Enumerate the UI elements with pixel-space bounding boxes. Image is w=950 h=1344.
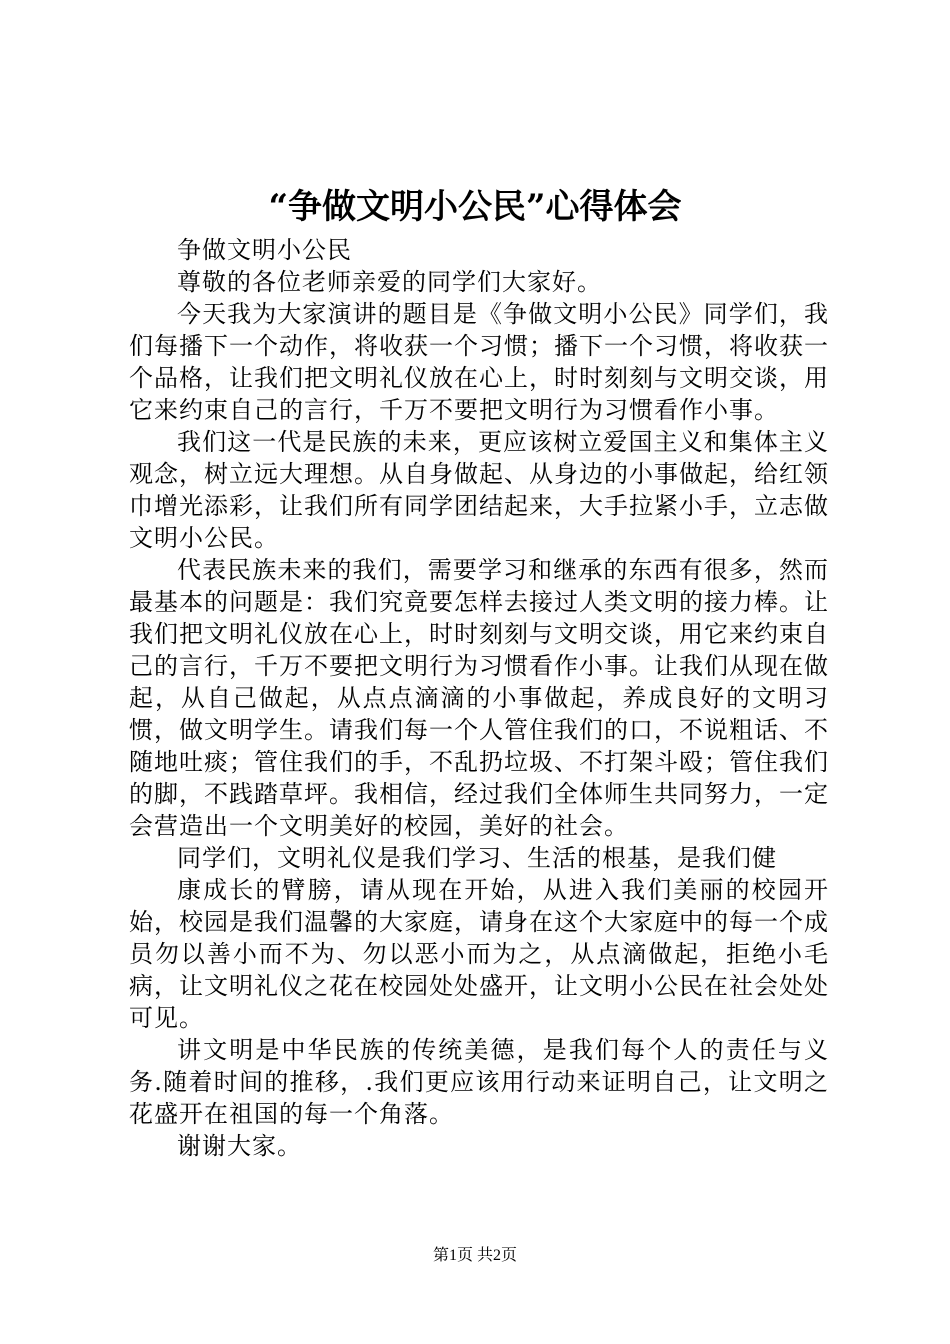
- page-footer: 第1页 共2页: [432, 1247, 517, 1264]
- paragraph-thanks: 谢谢大家。: [177, 1132, 302, 1160]
- document-title: “争做文明小公民”心得体会: [268, 187, 682, 227]
- document-body: [129, 234, 829, 1162]
- paragraph-generation: 我们这一代是民族的未来，更应该树立爱国主义和集体主义观念，树立远大理想。从自身做起、从身边的小事做起，给红领巾增光添彩，让我们所有同学团结起来，大手拉紧小手，立志做文明小公民。: [129, 428, 829, 552]
- paragraph-future: 代表民族未来的我们，需要学习和继承的东西有很多，然而最基本的问题是：我们究竟要怎样去接过人类文明的接力棒。让我们把文明礼仪放在心上，时时刻刻与文明交谈，用它来约束自己的言行，千万不要把文明行为习惯看作小事。让我们从现在做起，从自己做起，从点点滴滴的小事做起，养成良好的文明习惯，做文明学生。请我们每一个人管住我们的口，不说粗话、不随地吐痰；管住我们的手，不乱扔垃圾、不打架斗殴；管住我们的脚，不践踏草坪。我相信，经过我们全体师生共同努力，一定会营造出一个文明美好的校园，美好的社会。: [129, 556, 829, 840]
- paragraph-greeting: 尊敬的各位老师亲爱的同学们大家好。: [177, 268, 602, 296]
- paragraph-campus: 康成长的臂膀，请从现在开始，从进入我们美丽的校园开始，校园是我们温馨的大家庭，请身在这个大家庭中的每一个成员勿以善小而不为、勿以恶小而为之，从点滴做起，拒绝小毛病，让文明礼仪之花在校园处处盛开，让文明小公民在社会处处可见。: [129, 876, 829, 1032]
- paragraph-intro: 今天我为大家演讲的题目是《争做文明小公民》同学们，我们每播下一个动作，将收获一个习惯；播下一个习惯，将收获一个品格，让我们把文明礼仪放在心上，时时刻刻与文明交谈，用它来约束自己的言行，千万不要把文明行为习惯看作小事。: [129, 300, 829, 424]
- paragraph-virtue: 讲文明是中华民族的传统美德，是我们每个人的责任与义务.随着时间的推移，.我们更应该用行动来证明自己，让文明之花盛开在祖国的每一个角落。: [129, 1036, 829, 1128]
- paragraph-subtitle: 争做文明小公民: [177, 236, 352, 264]
- paragraph-foundation: 同学们，文明礼仪是我们学习、生活的根基，是我们健: [177, 844, 777, 872]
